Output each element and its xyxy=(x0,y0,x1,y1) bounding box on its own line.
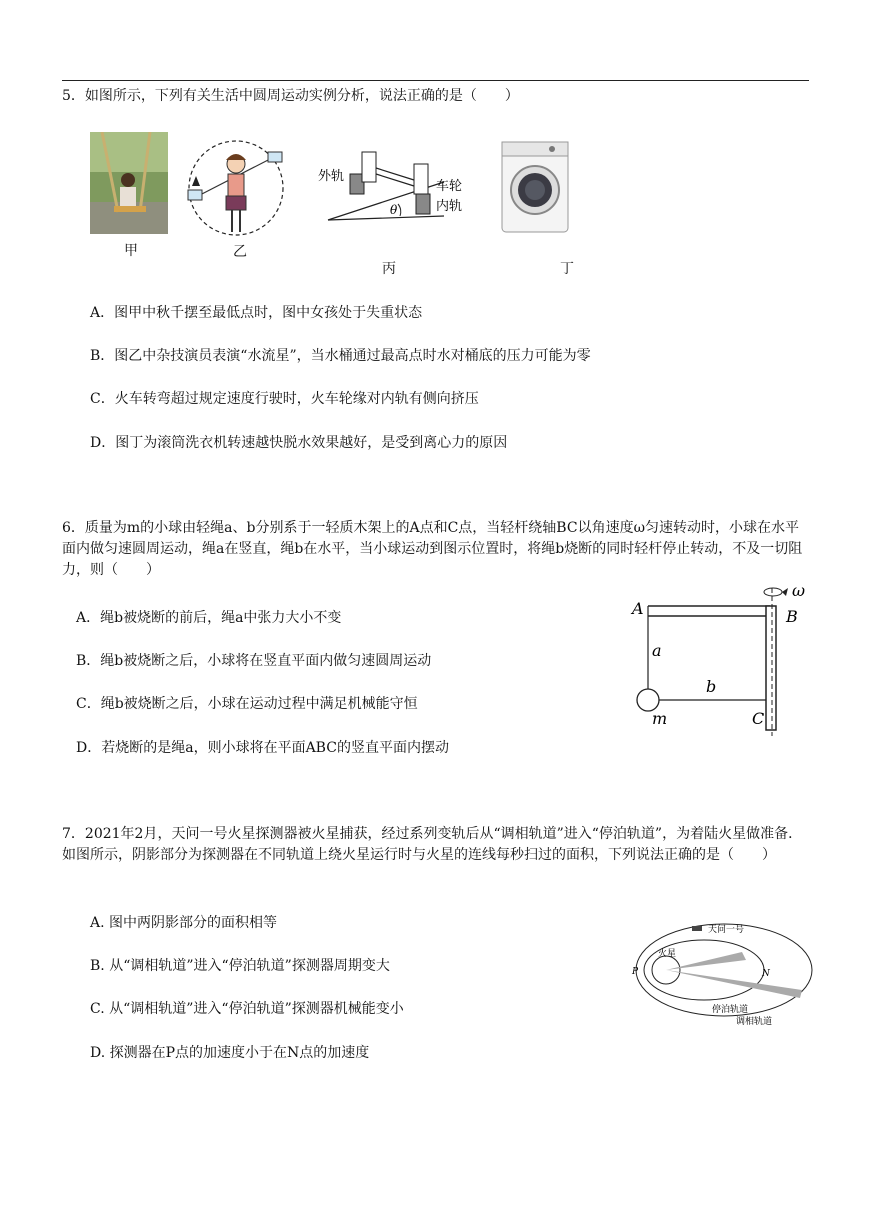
top-rule xyxy=(62,80,809,81)
theta-label: θ xyxy=(390,203,398,217)
label-jia: 甲 xyxy=(124,243,138,259)
q6-option-c[interactable]: C．绳b被烧断之后，小球在运动过程中满足机械能守恒 xyxy=(76,696,418,712)
q6-option-b[interactable]: B．绳b被烧断之后，小球将在竖直平面内做匀速圆周运动 xyxy=(76,653,432,669)
inner-rail-label: 内轨 xyxy=(436,199,463,214)
q6-option-d[interactable]: D．若烧断的是绳a，则小球将在平面ABC的竖直平面内摆动 xyxy=(76,740,449,756)
q5-option-b[interactable]: B．图乙中杂技演员表演“水流星”，当水桶通过最高点时水对桶底的压力可能为零 xyxy=(90,348,591,364)
label-yi: 乙 xyxy=(233,244,247,260)
point-c-label: C xyxy=(752,709,765,728)
mars-orbit-figure xyxy=(626,918,816,1030)
outer-rail-label: 外轨 xyxy=(318,169,345,184)
q5-option-a[interactable]: A．图甲中秋千摆至最低点时，图中女孩处于失重状态 xyxy=(90,305,423,321)
q5-option-d[interactable]: D．图丁为滚筒洗衣机转速越快脱水效果越好，是受到离心力的原因 xyxy=(90,435,508,451)
point-b-label: B xyxy=(786,607,798,626)
swing-photo xyxy=(90,132,168,234)
water-meteor-figure xyxy=(180,134,292,244)
omega-label: ω xyxy=(792,581,806,600)
point-p-label: P xyxy=(632,967,639,977)
rope-a-label: a xyxy=(652,641,662,660)
mars-label: 火星 xyxy=(658,949,677,959)
q7-option-c[interactable]: C. 从“调相轨道”进入“停泊轨道”探测器机械能变小 xyxy=(90,1001,404,1017)
point-n-label: N xyxy=(762,969,770,979)
q6-stem: 6．质量为m的小球由轻绳a、b分别系于一轻质木架上的A点和C点，当轻杆绕轴BC以角速度ω匀速转动时，小球在水平面内做匀速圆周运动，绳a在竖直，绳b在水平，当小球运动到图示位置时，将绳b烧断的同时轻杆停止转动，不及一切阻力，则（ ） xyxy=(62,520,803,578)
q7-option-b[interactable]: B. 从“调相轨道”进入“停泊轨道”探测器周期变大 xyxy=(90,958,390,974)
label-ding: 丁 xyxy=(560,261,574,277)
q7-option-d[interactable]: D. 探测器在P点的加速度小于在N点的加速度 xyxy=(90,1045,370,1061)
q5-stem: 5．如图所示，下列有关生活中圆周运动实例分析，说法正确的是（ ） xyxy=(62,88,519,104)
probe-label: 天问一号 xyxy=(708,925,745,935)
q7-option-a[interactable]: A. 图中两阴影部分的面积相等 xyxy=(90,915,278,931)
q5-option-c[interactable]: C．火车转弯超过规定速度行驶时，火车轮缘对内轨有侧向挤压 xyxy=(90,391,479,407)
q6-option-a[interactable]: A．绳b被烧断的前后，绳a中张力大小不变 xyxy=(76,610,342,626)
point-a-label: A xyxy=(632,599,644,618)
wheel-label: 车轮 xyxy=(436,179,463,194)
q7-stem: 7．2021年2月，天问一号火星探测器被火星捕获，经过系列变轨后从“调相轨道”进入“停泊轨道”，为着陆火星做准备．如图所示，阴影部分为探测器在不同轨道上绕火星运行时与火星的连线每秒扫过的面积，下列说法正确的是（ ） xyxy=(62,826,803,863)
rope-frame-figure xyxy=(626,580,816,740)
parking-orbit-label: 停泊轨道 xyxy=(712,1005,749,1015)
rope-b-label: b xyxy=(706,677,717,696)
washing-machine-figure xyxy=(500,140,572,234)
phasing-orbit-label: 调相轨道 xyxy=(736,1017,773,1027)
label-bing: 丙 xyxy=(382,261,396,277)
mass-label: m xyxy=(652,709,668,728)
rail-curve-figure xyxy=(316,146,476,230)
